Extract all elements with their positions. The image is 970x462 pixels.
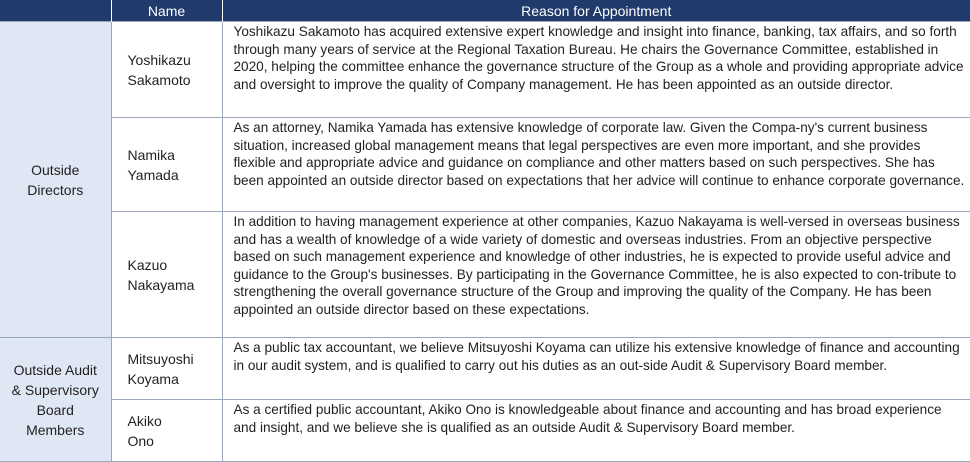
- table-row: [0, 22, 970, 118]
- name-cell: [111, 22, 222, 118]
- table-row: [0, 400, 970, 462]
- table-row: [0, 118, 970, 212]
- reason-cell: Yoshikazu Sakamoto has acquired extensive expert knowledge and insight into finance, banking, tax affairs, and so forth through many years of service at the Regional Taxation Bureau. He chairs the Governance Committee, established in 2020, helping the committee enhance the governance structure of the Group as a whole and providing appropriate advice and oversight to improve the quality of Company management. He has been appointed as an outside director.: [222, 22, 970, 118]
- reason-cell: As a certified public accountant, Akiko Ono is knowledgeable about finance and accounting and has broad experience and insight, and we believe she is qualified as an outside Audit & Supervisory Board member.: [222, 400, 970, 462]
- name-cell: [111, 212, 222, 338]
- group-label-line: Members: [26, 421, 85, 438]
- table-row: [0, 338, 970, 400]
- header-row: [0, 0, 970, 22]
- header-category: [0, 0, 111, 22]
- name-line: Yamada: [127, 166, 179, 183]
- name-line: Mitsuyoshi: [127, 350, 194, 367]
- name-line: Sakamoto: [127, 71, 191, 88]
- name-cell: [111, 338, 222, 400]
- name-cell: [111, 118, 222, 212]
- reason-cell: As an attorney, Namika Yamada has extensive knowledge of corporate law. Given the Compa-ny's current business situation, increased global management means that legal perspectives are even more important, and she provides flexible and appropriate advice and guidance on compliance and other matters based on such perspectives. She has been appointed an outside director based on expectations that her advice will continue to enhance corporate governance.: [222, 118, 970, 212]
- name-line: Namika: [127, 146, 175, 163]
- name-cell: [111, 400, 222, 462]
- name-line: Akiko: [127, 412, 162, 429]
- group-label-line: Board: [36, 401, 74, 418]
- group-label-line: Directors: [27, 181, 84, 198]
- group-outside-audit: [0, 338, 111, 462]
- name-line: Koyama: [127, 370, 179, 387]
- table-row: [0, 212, 970, 338]
- header-name: Name: [111, 0, 222, 22]
- header-reason: Reason for Appointment: [222, 0, 970, 22]
- group-label-line: Outside: [31, 161, 80, 178]
- reason-cell: In addition to having management experience at other companies, Kazuo Nakayama is well-versed in overseas business and has a wealth of knowledge of a wide variety of domestic and overseas industries. From an objective perspective based on such management experience and knowledge of other industries, he is expected to provide useful advice and guidance to the Group's businesses. By participating in the Governance Committee, he is also expected to con-tribute to strengthening the overall governance structure of the Group and improving the quality of the Company. He has been appointed an outside director based on these expectations.: [222, 212, 970, 338]
- reason-cell: As a public tax accountant, we believe Mitsuyoshi Koyama can utilize his extensive knowledge of finance and accounting in our audit system, and is qualified to carry out his duties as an out-side Audit & Supervisory Board member.: [222, 338, 970, 400]
- group-label-line: Outside Audit: [13, 361, 97, 378]
- name-line: Kazuo: [127, 256, 168, 273]
- name-line: Nakayama: [127, 276, 195, 293]
- group-outside-directors: [0, 22, 111, 338]
- name-line: Yoshikazu: [127, 51, 191, 68]
- name-line: Ono: [127, 432, 154, 449]
- group-label-line: & Supervisory: [11, 381, 99, 398]
